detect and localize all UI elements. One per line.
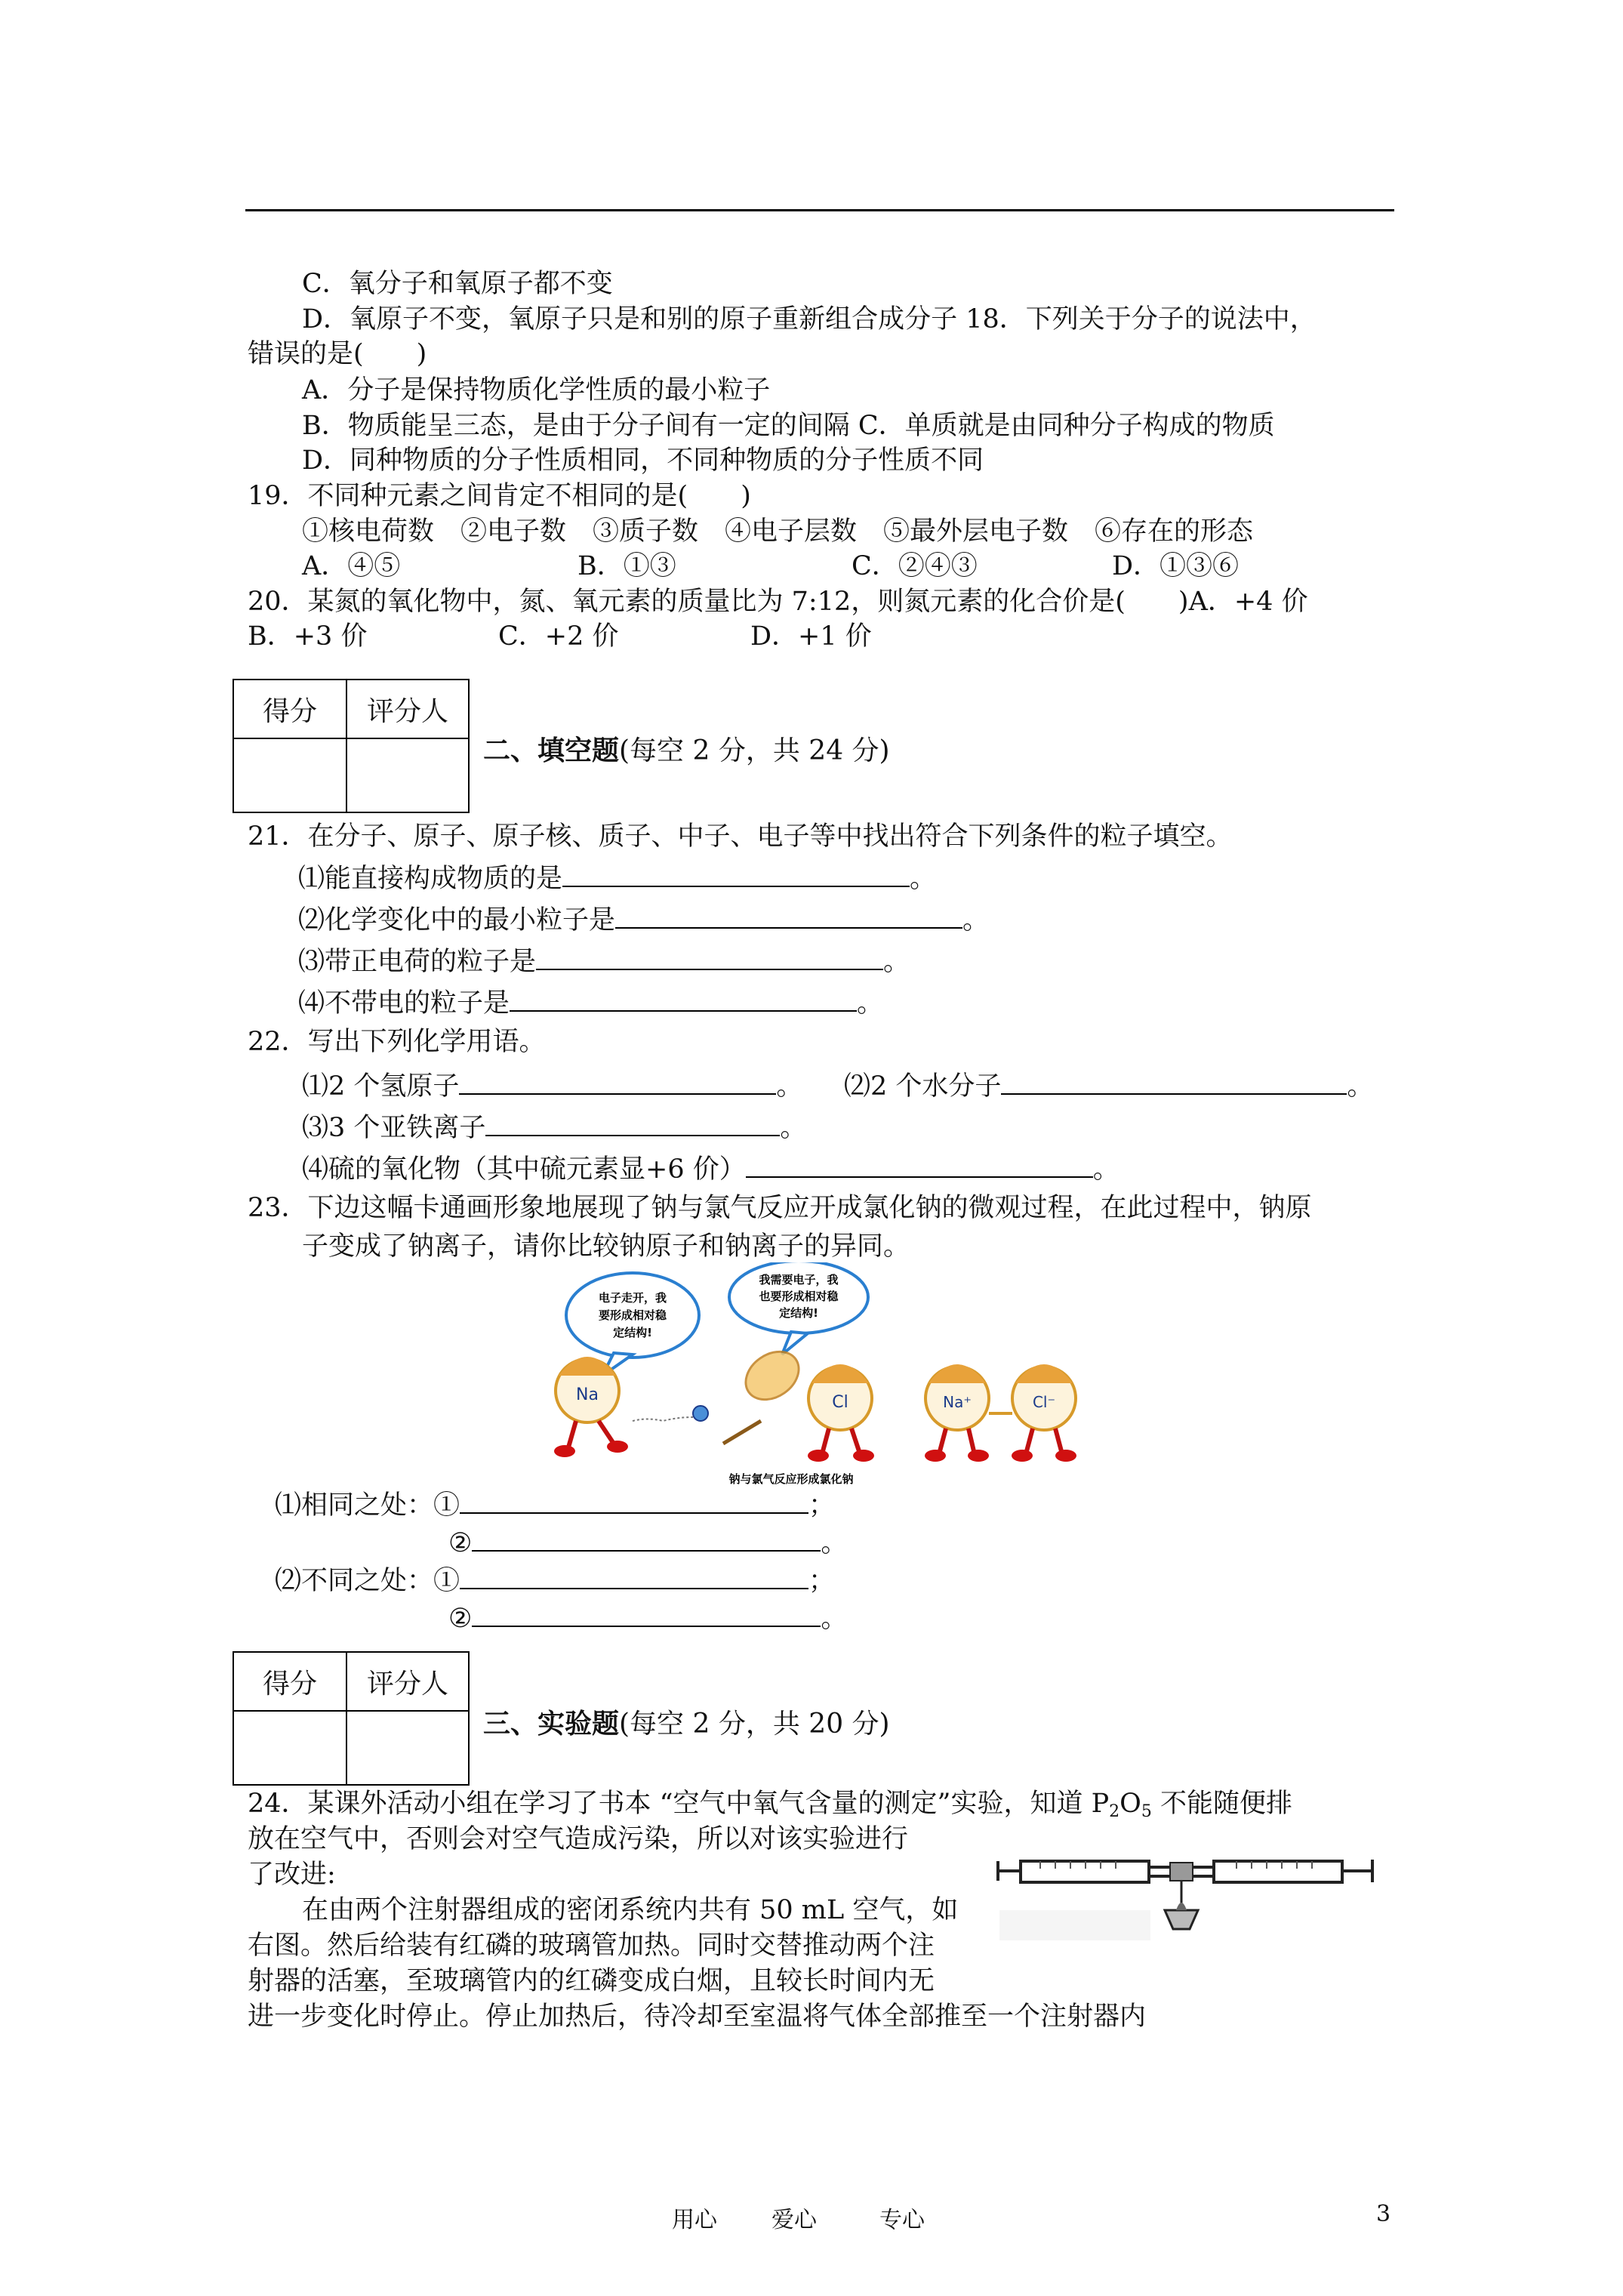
- q21-item-4-text: ⑷不带电的粒子是: [298, 988, 510, 1019]
- q23-same-2: [448, 1523, 847, 1561]
- speech-bubble-chlorine: [729, 1262, 868, 1354]
- sodium-ion-character: [925, 1364, 989, 1462]
- q22-item-1-text: ⑴2 个氢原子: [302, 1071, 460, 1102]
- chlorine-atom-character: [808, 1364, 874, 1462]
- grader-header: 评分人: [346, 680, 469, 738]
- q24-line1-b: 不能随便排: [1151, 1789, 1292, 1819]
- q23-stem-2: 子变成了钠离子，请你比较钠原子和钠离子的异同。: [302, 1231, 910, 1262]
- period: 。: [910, 864, 937, 894]
- score-table-section3: [233, 1651, 470, 1786]
- answer-blank[interactable]: [472, 1523, 821, 1552]
- sodium-ion-symbol: Na⁺: [943, 1393, 972, 1411]
- bubble1-line3: 定结构!: [613, 1326, 652, 1339]
- score-table-section2: [233, 679, 470, 813]
- footer-text-3: 专心: [879, 2207, 925, 2233]
- q23-same-label: ⑴相同之处：①: [275, 1490, 460, 1521]
- answer-blank[interactable]: [746, 1149, 1093, 1178]
- grader-cell[interactable]: [346, 1711, 469, 1785]
- q24-line-3: 了改进:: [248, 1860, 336, 1890]
- period: 。: [962, 905, 990, 935]
- period: 。: [780, 1113, 807, 1143]
- sodium-symbol: Na: [576, 1385, 599, 1404]
- period: 。: [821, 1604, 848, 1634]
- grader-header: 评分人: [346, 1652, 469, 1711]
- q21-item-2-text: ⑵化学变化中的最小粒子是: [298, 905, 616, 935]
- section2-heading: [483, 729, 890, 768]
- q19-option-b: B．①③: [577, 551, 676, 581]
- period: 。: [857, 988, 884, 1019]
- q17-option-d: D．氧原子不变，氧原子只是和别的原子重新组合成分子 18．下列关于分子的说法中，: [302, 304, 1317, 334]
- q23-diff-1: [275, 1561, 835, 1598]
- q18-option-b: B．物质能呈三态，是由于分子间有一定的间隔 C．单质就是由同种分子构成的物质: [302, 411, 1275, 441]
- q21-item-4: [298, 983, 883, 1021]
- answer-blank[interactable]: [510, 983, 857, 1012]
- period: 。: [1347, 1071, 1374, 1102]
- bubble1-line2: 要形成相对稳: [598, 1308, 667, 1322]
- circle-two: ②: [448, 1604, 473, 1634]
- q21-stem: 21．在分子、原子、原子核、质子、中子、电子等中找出符合下列条件的粒子填空。: [248, 821, 1233, 852]
- q23-diff-2: [448, 1598, 847, 1636]
- q24-line-6: 射器的活塞，至玻璃管内的红磷变成白烟，且较长时间内无: [248, 1966, 935, 1996]
- score-header: 得分: [233, 1652, 346, 1711]
- subscript-5: 5: [1141, 1802, 1152, 1821]
- q18-stem-cont: 错误的是( ): [248, 339, 427, 369]
- bubble2-line2: 也要形成相对稳: [759, 1290, 839, 1303]
- sodium-chlorine-cartoon: [542, 1262, 1108, 1489]
- q24-line1-a: 24．某课外活动小组在学习了书本 “空气中氧气含量的测定”实验，知道 P: [248, 1789, 1110, 1819]
- heating-flame-icon: [1165, 1881, 1198, 1929]
- sodium-atom-character: [554, 1357, 628, 1457]
- q22-item-4-text: ⑷硫的氧化物（其中硫元素显+6 价）: [302, 1154, 746, 1185]
- q20-option-d: D．+1 价: [750, 621, 872, 652]
- red-phosphorus-tube: [1170, 1863, 1193, 1881]
- q20-stem: 20．某氮的氧化物中，氮、氧元素的质量比为 7:12，则氮元素的化合价是( )A．+4 价: [248, 587, 1308, 617]
- page-number: 3: [1376, 2201, 1391, 2227]
- q23-diff-label: ⑵不同之处：①: [275, 1566, 460, 1596]
- period: 。: [1092, 1154, 1119, 1185]
- score-cell[interactable]: [233, 738, 346, 812]
- q22-item-3-text: ⑶3 个亚铁离子: [302, 1113, 486, 1143]
- header-rule: [245, 209, 1394, 211]
- answer-blank[interactable]: [536, 942, 883, 970]
- footer-text-2: 爱心: [771, 2207, 817, 2233]
- answer-blank[interactable]: [485, 1108, 780, 1136]
- bubble1-line1: 电子走开，我: [598, 1291, 667, 1305]
- section3-title: 三、实验题: [483, 1708, 620, 1740]
- answer-blank[interactable]: [1001, 1066, 1347, 1095]
- q21-item-2: [298, 900, 989, 938]
- subscript-2: 2: [1109, 1802, 1120, 1821]
- q22-item-4: [302, 1149, 1119, 1187]
- answer-blank[interactable]: [472, 1598, 821, 1627]
- chlorine-symbol: Cl: [832, 1393, 848, 1412]
- oxygen-symbol: O: [1119, 1789, 1141, 1819]
- q18-option-a: A．分子是保持物质化学性质的最小粒子: [302, 375, 771, 405]
- semicolon: ；: [808, 1566, 836, 1596]
- q24-line-4: 在由两个注射器组成的密闭系统内共有 50 mL 空气，如: [302, 1895, 959, 1925]
- q22-item-3: [302, 1108, 806, 1145]
- q24-line-2: 放在空气中，否则会对空气造成污染，所以对该实验进行: [248, 1824, 909, 1854]
- q24-line-7: 进一步变化时停止。停止加热后，待冷却至室温将气体全部推至一个注射器内: [248, 2002, 1147, 2032]
- q22-item-2-text: ⑵2 个水分子: [844, 1071, 1002, 1102]
- q21-item-3: [298, 942, 910, 979]
- q19-stem: 19．不同种元素之间肯定不相同的是( ): [248, 481, 751, 511]
- bubble2-line3: 定结构!: [779, 1306, 818, 1320]
- chloride-ion-character: [989, 1364, 1076, 1462]
- answer-blank[interactable]: [562, 858, 910, 887]
- syringe-apparatus-diagram: [995, 1838, 1395, 1959]
- section3-heading: [483, 1703, 890, 1741]
- q24-line-5: 右图。然后给装有红磷的玻璃管加热。同时交替推动两个注: [248, 1931, 935, 1961]
- q20-option-b: B．+3 价: [248, 621, 368, 652]
- footer-text-1: 用心: [672, 2207, 717, 2233]
- chloride-ion-symbol: Cl⁻: [1032, 1393, 1056, 1411]
- circle-two: ②: [448, 1528, 473, 1558]
- period: 。: [821, 1528, 848, 1558]
- q22-stem: 22．写出下列化学用语。: [248, 1027, 546, 1057]
- answer-blank[interactable]: [615, 900, 962, 929]
- q19-option-d: D．①③⑥: [1112, 551, 1240, 581]
- q21-item-1-text: ⑴能直接构成物质的是: [298, 864, 563, 894]
- q20-option-c: C．+2 价: [498, 621, 619, 652]
- section3-note: (每空 2 分，共 20 分): [619, 1709, 890, 1740]
- score-cell[interactable]: [233, 1711, 346, 1785]
- section2-title: 二、填空题: [483, 735, 620, 766]
- q21-item-3-text: ⑶带正电荷的粒子是: [298, 947, 537, 977]
- period: 。: [883, 947, 910, 977]
- q17-option-c: C．氧分子和氧原子都不变: [302, 269, 613, 299]
- semicolon: ；: [808, 1490, 836, 1521]
- q22-item-1: [302, 1066, 802, 1104]
- section2-note: (每空 2 分，共 24 分): [619, 735, 890, 766]
- answer-blank[interactable]: [460, 1561, 808, 1589]
- q19-option-a: A．④⑤: [302, 551, 401, 581]
- q21-item-1: [298, 858, 936, 896]
- electron-icon: [633, 1406, 708, 1421]
- score-header: 得分: [233, 680, 346, 738]
- grader-cell[interactable]: [346, 738, 469, 812]
- butterfly-net-icon: [723, 1342, 808, 1444]
- q23-same-1: [275, 1485, 835, 1523]
- q23-stem-1: 23．下边这幅卡通画形象地展现了钠与氯气反应开成氯化钠的微观过程，在此过程中，钠原: [248, 1193, 1312, 1223]
- bubble2-line1: 我需要电子，我: [759, 1273, 839, 1287]
- answer-blank[interactable]: [459, 1066, 776, 1095]
- answer-blank[interactable]: [460, 1485, 808, 1514]
- q22-item-2: [844, 1066, 1373, 1104]
- period: 。: [776, 1071, 803, 1102]
- cartoon-caption: 钠与氯气反应形成氯化钠: [728, 1472, 854, 1486]
- q19-option-c: C．②④③: [852, 551, 978, 581]
- q18-option-d: D．同种物质的分子性质相同，不同种物质的分子性质不同: [302, 445, 984, 476]
- q19-items: ①核电荷数 ②电子数 ③质子数 ④电子层数 ⑤最外层电子数 ⑥存在的形态: [302, 516, 1254, 547]
